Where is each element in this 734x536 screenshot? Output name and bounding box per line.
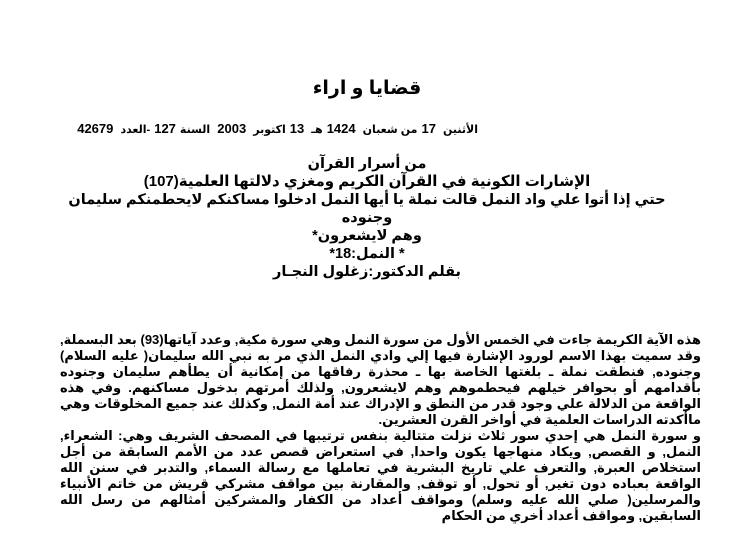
day-name: الأثنين <box>443 124 478 136</box>
dateline <box>77 121 478 138</box>
verse-line-2: وهم لايشعرون* <box>312 228 422 244</box>
greg-year: 2003 <box>217 121 247 136</box>
hijri-day: 17 <box>421 121 436 136</box>
article-body <box>60 332 701 524</box>
year-label: السنة <box>179 124 211 136</box>
paragraph: و سورة النمل هي إحدي سور ثلاث نزلت متتالية بنفس ترتيبها في المصحف الشريف وهي: الشعراء, النمل, و القصص, ويكاد منهاجها يكون واحدا, في استعراض قصص عدد من الأمم السابقة من أجل استخلاص العبرة, والتعرف علي تاريخ البشرية في تعاملها مع رسالة السماء, والتدبر في سنن الله الواقعة بعباده دون تغير, أو تحول, أو توقف, والمقارنة بين مواقف مشركي قريش من خاتم الأنبياء والمرسلين( صلي الله عليه وسلم) ومواقف أعداد من الكفار والمشركين أمثالهم من رسل الله السابقين, ومواقف أعداد أخري من الحكام <box>60 428 701 523</box>
issue-label: -العدد <box>120 124 151 136</box>
year-number: 127 <box>154 121 176 136</box>
issue-number: 42679 <box>77 121 114 136</box>
verse-reference: * النمل:18* <box>329 246 405 262</box>
hijri-suffix: هـ <box>311 124 323 136</box>
verse-line-1: حتي إذا أتوا علي واد النمل قالت نملة يا أيها النمل ادخلوا مساكنكم لايحطمنكم سليمان وجنوده <box>68 192 666 226</box>
article-heading <box>60 155 674 281</box>
hijri-year: 1424 <box>326 121 356 136</box>
section-title: قضايا و اراء <box>312 78 422 99</box>
article-series: من أسرار القرآن <box>307 156 427 172</box>
byline: بقلم الدكتور:زغلول النجـار <box>272 264 461 280</box>
greg-day: 13 <box>289 121 305 136</box>
article-title: الإشارات الكونية في القرآن الكريم ومغزي دلالتها العلمية(107) <box>143 173 591 190</box>
hijri-month: من شعبان <box>362 124 418 136</box>
paragraph: هذه الآية الكريمة جاءت في الخمس الأول من سورة النمل وهي سورة مكية, وعدد آياتها(93) بعد البسملة, وقد سميت بهذا الاسم لورود الإشارة فيها إلي وادي النمل الذي مر به نبي الله سليمان( عليه السلام) وجنوده, فنطقت نملة ـ بلغتها الخاصة بها ـ محذرة رفاقها من إمكانية أن يطأهم سليمان وجنوده بأقدامهم أو بحوافر خيلهم فيحطموهم وهم لايشعرون, ولذلك أمرتهم بدخول مساكنهم. وفي هذه الواقعة من الدلالة علي وجود قدر من النطق و الإدراك عند أمة النمل, وكذلك عند جميع المخلوقات وهي ماأكدته الدراسات العلمية في أواخر القرن العشرين. <box>60 332 701 427</box>
greg-month: اكتوبر <box>253 124 286 136</box>
